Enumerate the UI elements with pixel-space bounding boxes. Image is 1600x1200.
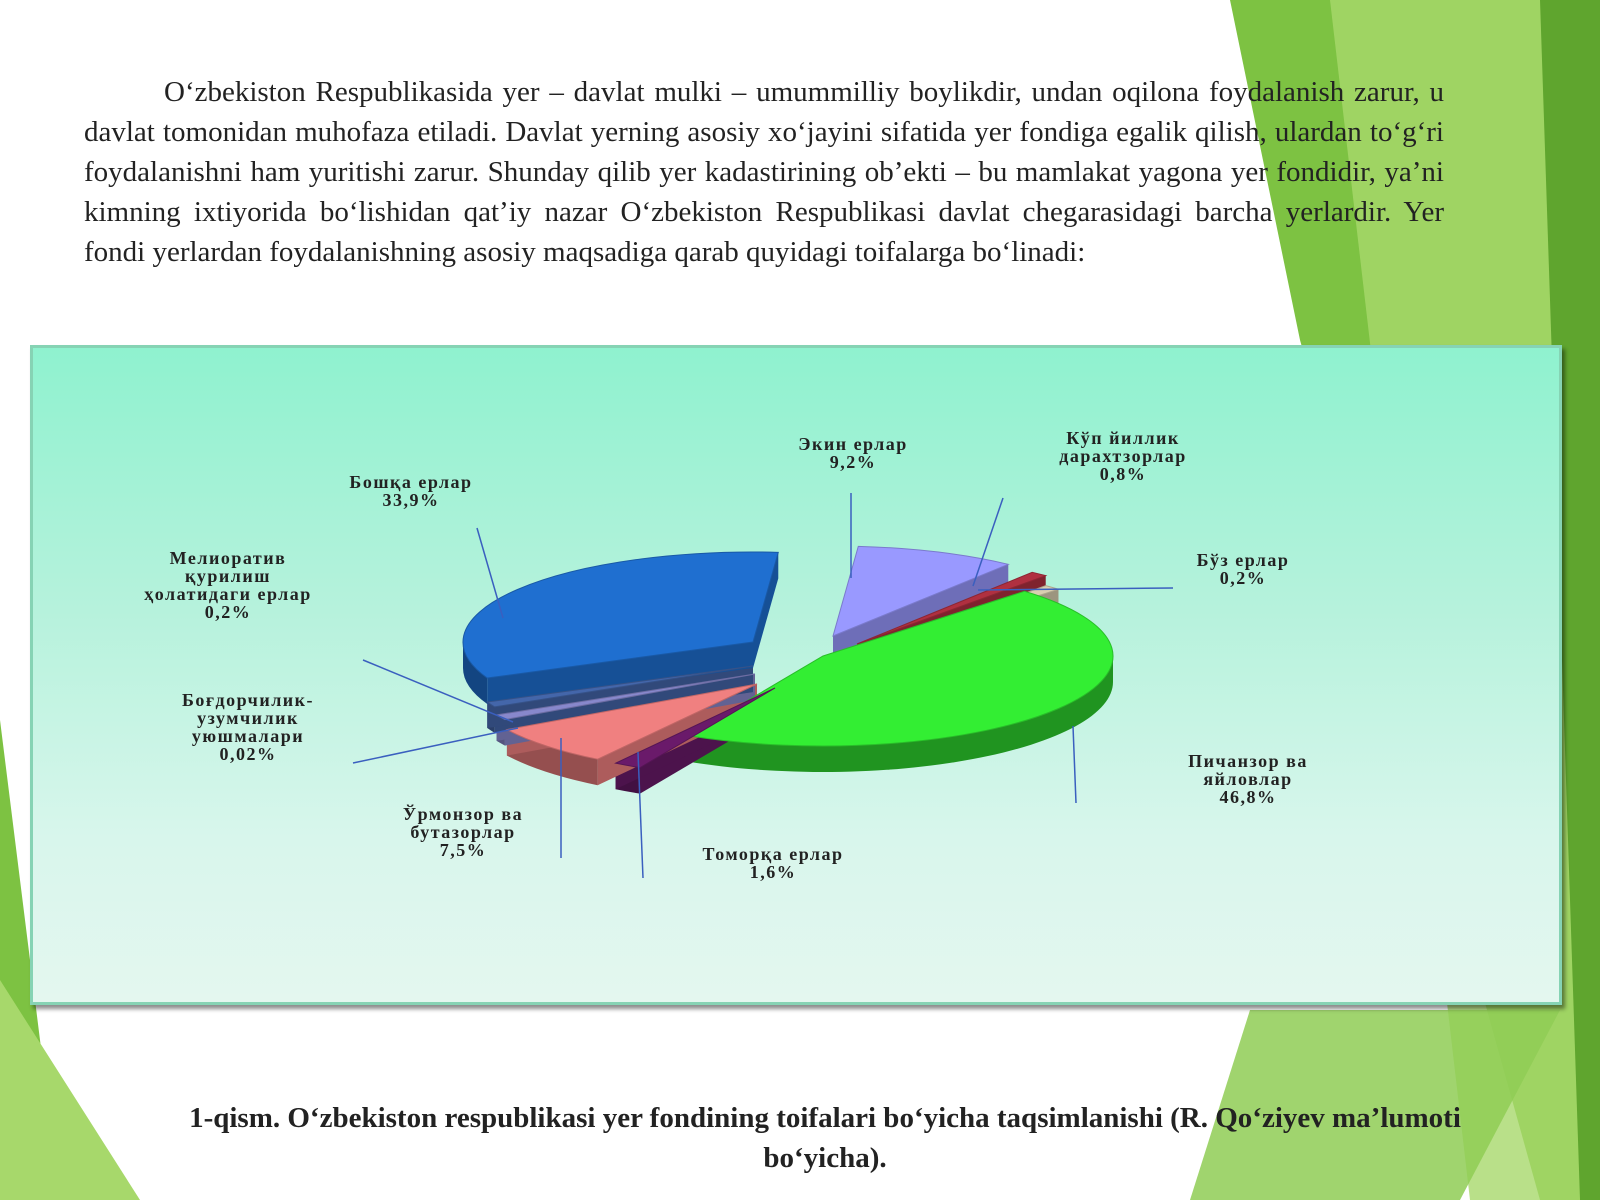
slice-value-label: 46,8% bbox=[1219, 787, 1277, 807]
slice-category-label: ҳолатидаги ерлар bbox=[144, 584, 312, 604]
leader-line bbox=[1073, 726, 1076, 803]
slice-value-label: 1,6% bbox=[749, 862, 797, 882]
slice-category-label: Кўп йиллик bbox=[1066, 428, 1180, 448]
slice-category-label: узумчилик bbox=[197, 708, 299, 728]
slice-category-label: Томорқа ерлар bbox=[702, 844, 844, 864]
slice-category-label: яйловлар bbox=[1203, 769, 1293, 789]
slice-category-label: Ўрмонзор ва bbox=[402, 804, 524, 824]
slice-value-label: 0,02% bbox=[219, 744, 277, 764]
slice-category-label: Боғдорчилик- bbox=[181, 690, 315, 710]
slice-category-label: Мелиоратив bbox=[169, 548, 287, 568]
figure-caption: 1-qism. O‘zbekiston respublikasi yer fondining toifalari bo‘yicha taqsimlanishi (R. Qo‘ziyev ma’lumoti bo‘yicha). bbox=[189, 1102, 1461, 1174]
slice-value-label: 0,2% bbox=[1219, 568, 1267, 588]
slice-category-label: Пичанзор ва bbox=[1188, 751, 1308, 771]
slice-category-label: Бошқа ерлар bbox=[349, 472, 473, 492]
slice-value-label: 7,5% bbox=[439, 840, 487, 860]
slice-value-label: 0,2% bbox=[204, 602, 252, 622]
slice-category-label: Бўз ерлар bbox=[1196, 550, 1290, 570]
slice-category-label: бутазорлар bbox=[410, 822, 516, 842]
slice-category-label: дарахтзорлар bbox=[1059, 446, 1187, 466]
leader-line bbox=[353, 728, 518, 763]
slice-category-label: Экин ерлар bbox=[798, 434, 908, 454]
slice-category-label: қурилиш bbox=[185, 566, 271, 586]
slice-category-label: уюшмалари bbox=[191, 726, 305, 746]
pie-chart bbox=[33, 348, 1565, 1008]
pie-chart-panel bbox=[30, 345, 1562, 1005]
green-stripe-bottom-left-2 bbox=[0, 980, 140, 1200]
slice-value-label: 9,2% bbox=[829, 452, 877, 472]
slice-value-label: 0,8% bbox=[1099, 464, 1147, 484]
slice-value-label: 33,9% bbox=[382, 490, 440, 510]
intro-paragraph: O‘zbekiston Respublikasida yer – davlat mulki – umummilliy boylikdir, undan oqilona foydalanish zarur, u davlat tomonidan muhofaza etiladi. Davlat yerning asosiy xo‘jayini sifatida yer fondiga egalik qilish, ulardan to‘g‘ri foydalanishni ham yuritishi zarur. Shunday qilib yer kadastirining ob’ekti – bu mamlakat yagona yer fondidir, ya’ni kimning ixtiyorida bo‘lishidan qat’iy nazar O‘zbekiston Respublikasi davlat chegarasidagi barcha yerlardir. Yer fondi yerlardan foydalanishning asosiy maqsadiga qarab quyidagi toifalarga bo‘linadi: bbox=[84, 76, 1444, 268]
